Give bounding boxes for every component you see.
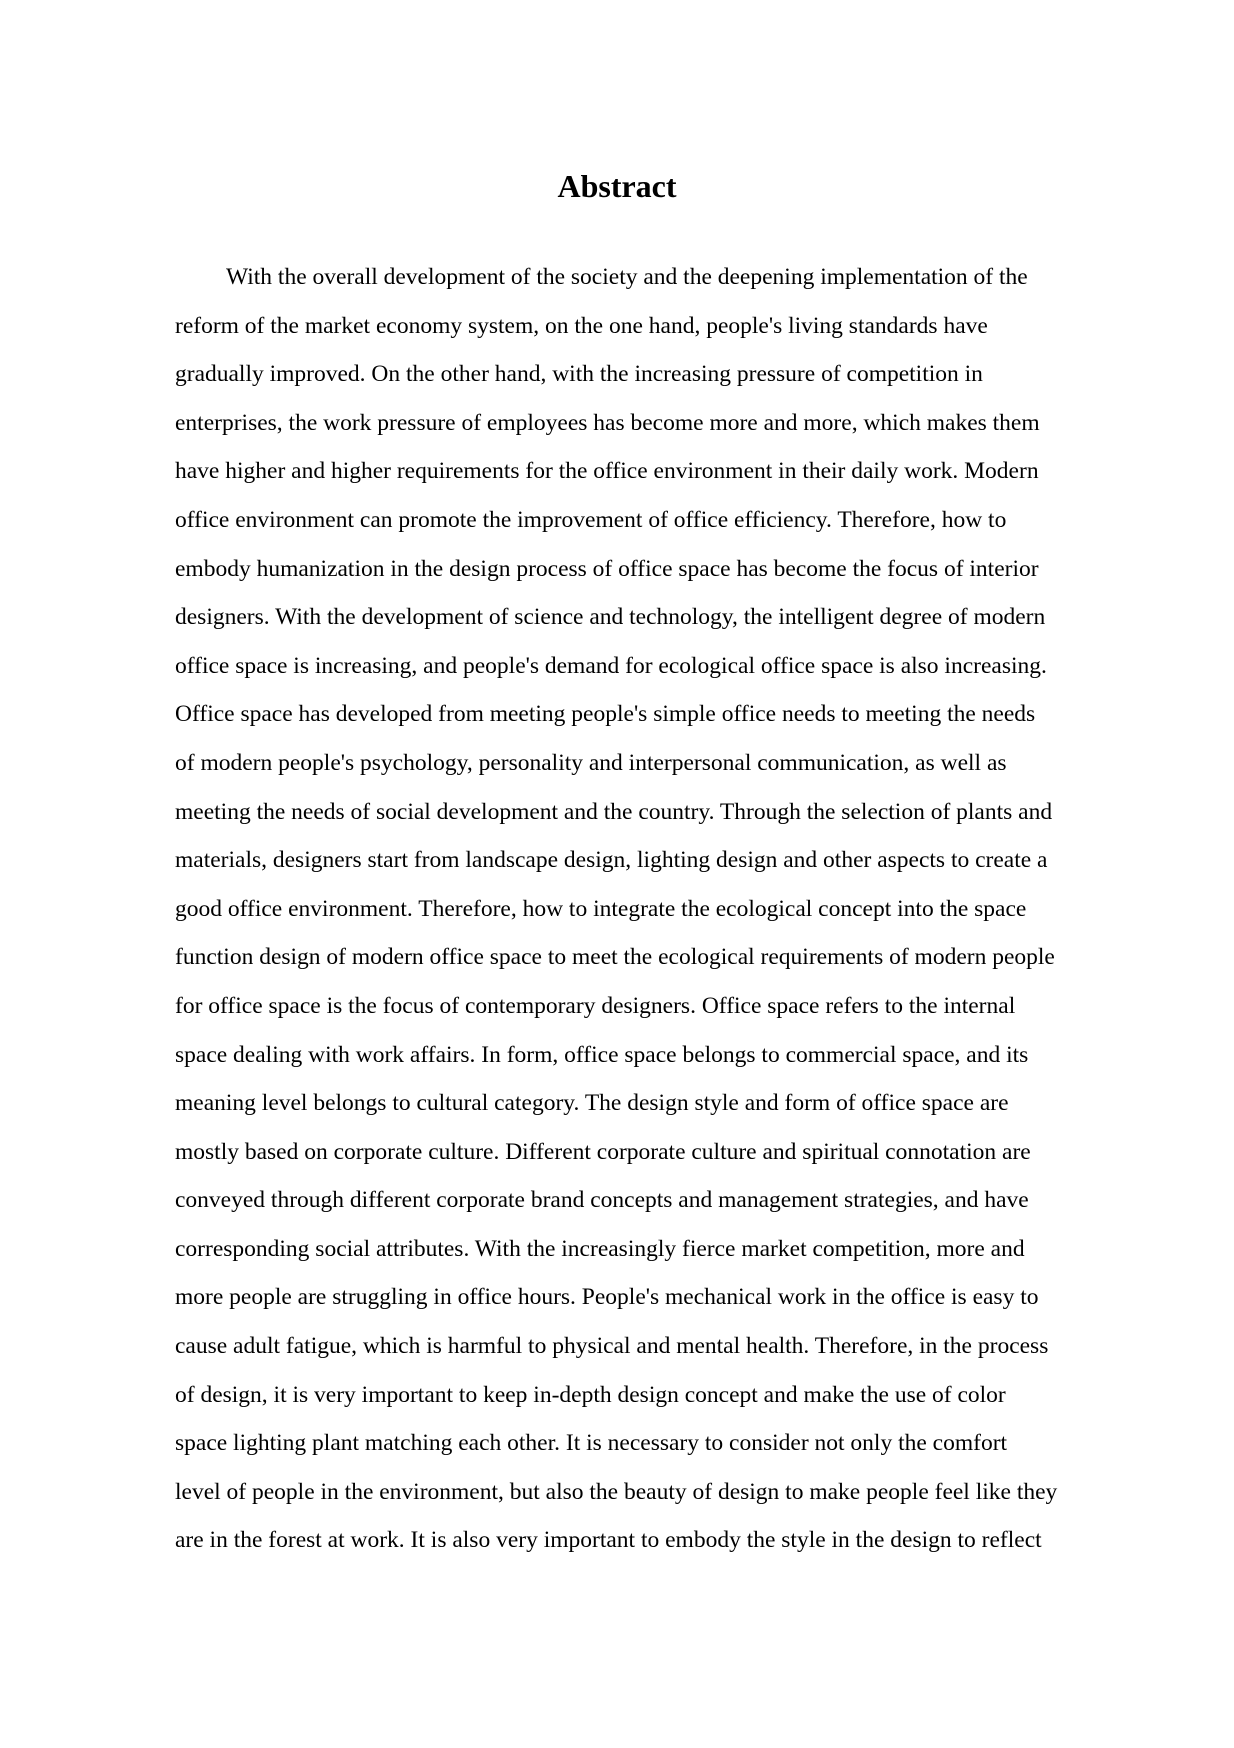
paragraph-line: With the overall development of the society and the deepening implementation of the: [226, 264, 1028, 290]
paragraph-line: Office space has developed from meeting people's simple office needs to meeting the needs: [175, 701, 1036, 728]
paragraph-line: level of people in the environment, but also the beauty of design to make people feel like they: [175, 1478, 1058, 1505]
paragraph-line: are in the forest at work. It is also very important to embody the style in the design to reflect: [175, 1527, 1042, 1554]
paragraph-line: good office environment. Therefore, how to integrate the ecological concept into the space: [175, 895, 1027, 922]
paragraph-line: have higher and higher requirements for the office environment in their daily work. Modern: [175, 458, 1039, 485]
paragraph-line: of modern people's psychology, personality and interpersonal communication, as well as: [175, 749, 1007, 776]
paragraph-line: of design, it is very important to keep in-depth design concept and make the use of color: [175, 1381, 1006, 1408]
abstract-paragraph: [175, 253, 1120, 1565]
paragraph-line: for office space is the focus of contemporary designers. Office space refers to the internal: [175, 992, 1016, 1019]
page-title: Abstract: [557, 168, 677, 204]
paragraph-line: cause adult fatigue, which is harmful to physical and mental health. Therefore, in the process: [175, 1333, 1049, 1360]
paragraph-line: mostly based on corporate culture. Different corporate culture and spiritual connotation are: [175, 1138, 1031, 1165]
paragraph-line: reform of the market economy system, on the one hand, people's living standards have: [175, 312, 988, 339]
paragraph-line: designers. With the development of science and technology, the intelligent degree of modern: [175, 604, 1046, 631]
paragraph-line: conveyed through different corporate brand concepts and management strategies, and have: [175, 1187, 1029, 1214]
paragraph-line: function design of modern office space to meet the ecological requirements of modern people: [175, 944, 1055, 971]
paragraph-line: more people are struggling in office hours. People's mechanical work in the office is easy to: [175, 1284, 1039, 1311]
paragraph-line: space lighting plant matching each other. It is necessary to consider not only the comfort: [175, 1430, 1008, 1457]
paragraph-line: enterprises, the work pressure of employees has become more and more, which makes them: [175, 409, 1040, 436]
paragraph-line: corresponding social attributes. With the increasingly fierce market competition, more and: [175, 1235, 1025, 1262]
paragraph-line: office environment can promote the improvement of office efficiency. Therefore, how to: [175, 506, 1007, 533]
paragraph-line: materials, designers start from landscape design, lighting design and other aspects to create a: [175, 847, 1048, 874]
paragraph-line: gradually improved. On the other hand, with the increasing pressure of competition in: [175, 361, 983, 388]
paragraph-line: meaning level belongs to cultural category. The design style and form of office space are: [175, 1090, 1009, 1117]
paragraph-line: meeting the needs of social development and the country. Through the selection of plants and: [175, 798, 1053, 825]
paragraph-line: space dealing with work affairs. In form, office space belongs to commercial space, and its: [175, 1041, 1029, 1068]
paragraph-line: office space is increasing, and people's demand for ecological office space is also increasing.: [175, 652, 1047, 679]
paragraph-line: embody humanization in the design process of office space has become the focus of interior: [175, 555, 1039, 582]
